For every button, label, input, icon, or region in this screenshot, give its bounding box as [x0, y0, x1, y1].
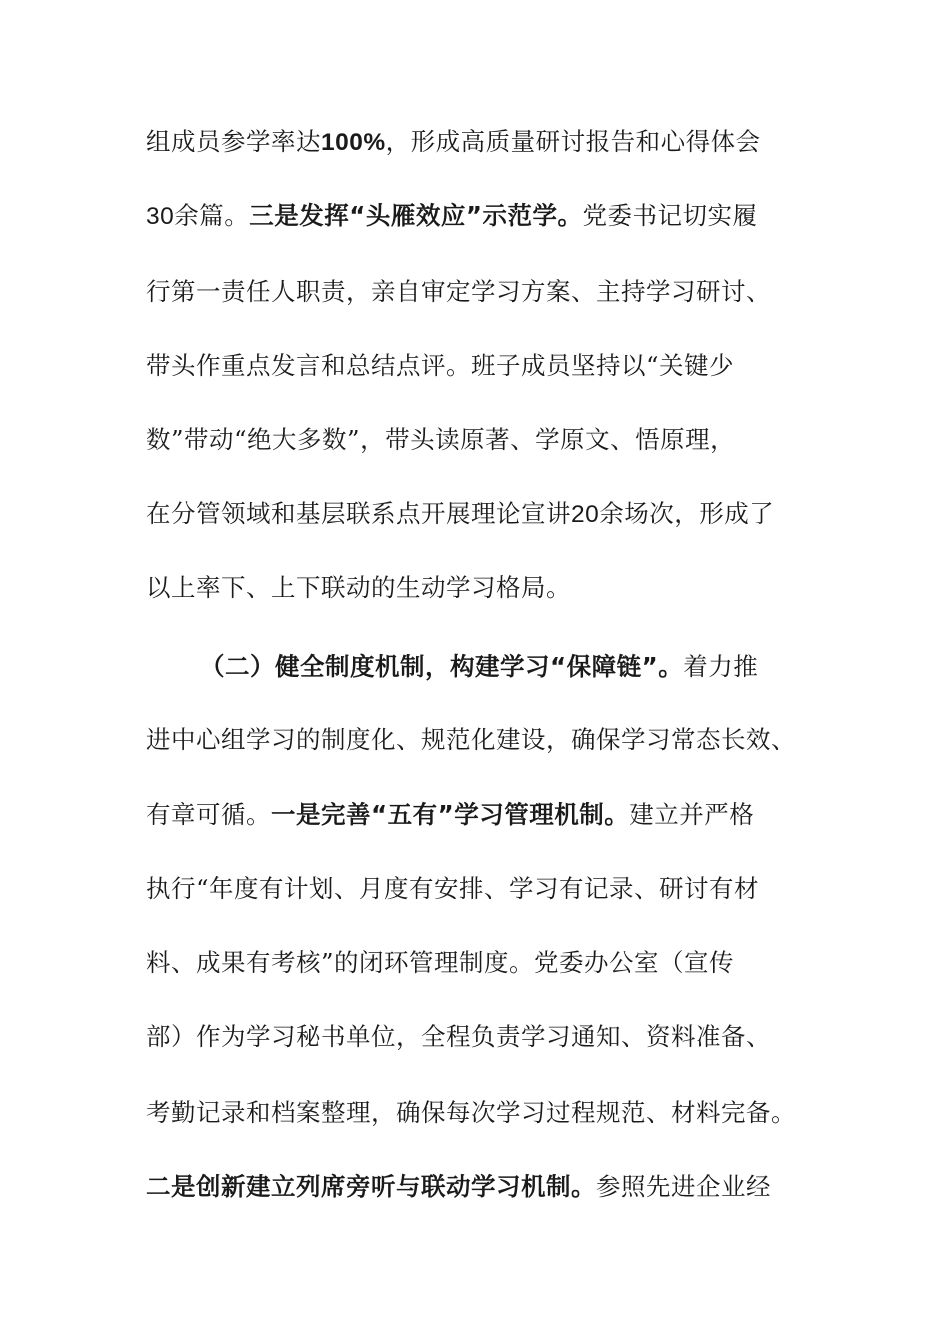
text-run: 30 — [146, 203, 175, 230]
text-line — [146, 869, 759, 909]
text-run: 党委书记切实履 — [582, 201, 758, 230]
text-line — [200, 647, 758, 687]
text-run: 100% — [321, 129, 386, 156]
text-run: 执行“年度有计划、月度有安排、学习有记录、研讨有材 — [146, 874, 760, 903]
text-run: 余篇。 — [174, 201, 250, 230]
text-run: 着力推 — [683, 652, 759, 681]
text-line — [146, 122, 761, 162]
text-run: 行第一责任人职责，亲自审定学习方案、主持学习研讨、 — [146, 277, 771, 306]
text-run: 料、成果有考核”的闭环管理制度。党委办公室（宣传 — [146, 948, 735, 977]
text-line — [146, 346, 734, 386]
text-run: 考勤记录和档案整理，确保每次学习过程规范、材料完备。 — [146, 1098, 796, 1127]
text-line — [146, 196, 757, 236]
text-run: 组成员参学率达 — [146, 127, 321, 156]
text-run: 在分管领域和基层联系点开展理论宣讲 — [146, 499, 571, 528]
text-line — [146, 720, 796, 760]
text-run: 部）作为学习秘书单位，全程负责学习通知、资料准备、 — [146, 1022, 771, 1051]
text-run: 20 — [571, 501, 600, 528]
text-line — [146, 494, 774, 534]
text-line — [146, 1093, 796, 1133]
text-line — [146, 1017, 771, 1057]
bold-heading-run: 二是创新建立列席旁听与联动学习机制。 — [146, 1172, 596, 1201]
text-line — [146, 420, 735, 460]
text-line — [146, 1167, 771, 1207]
text-run: 有章可循。 — [146, 800, 271, 829]
text-run: 以上率下、上下联动的生动学习格局。 — [146, 573, 571, 602]
text-line — [146, 568, 571, 608]
text-line — [146, 943, 734, 983]
bold-heading-run: 一是完善“五有”学习管理机制。 — [271, 800, 630, 829]
text-run: 建立并严格 — [629, 800, 755, 829]
text-run: ，形成高质量研讨报告和心得体会 — [385, 127, 761, 156]
bold-heading-run: （二）健全制度机制，构建学习“保障链”。 — [200, 652, 684, 681]
text-run: 进中心组学习的制度化、规范化建设，确保学习常态长效、 — [146, 725, 796, 754]
bold-heading-run: 三是发挥“头雁效应”示范学。 — [249, 201, 583, 230]
text-line — [146, 795, 754, 835]
text-line — [146, 272, 771, 312]
text-run: 数”带动“绝大多数”，带头读原著、学原文、悟原理， — [146, 425, 736, 454]
text-run: 余场次，形成了 — [599, 499, 775, 528]
text-run: 带头作重点发言和总结点评。班子成员坚持以“关键少 — [146, 351, 735, 380]
text-run: 参照先进企业经 — [596, 1172, 771, 1201]
